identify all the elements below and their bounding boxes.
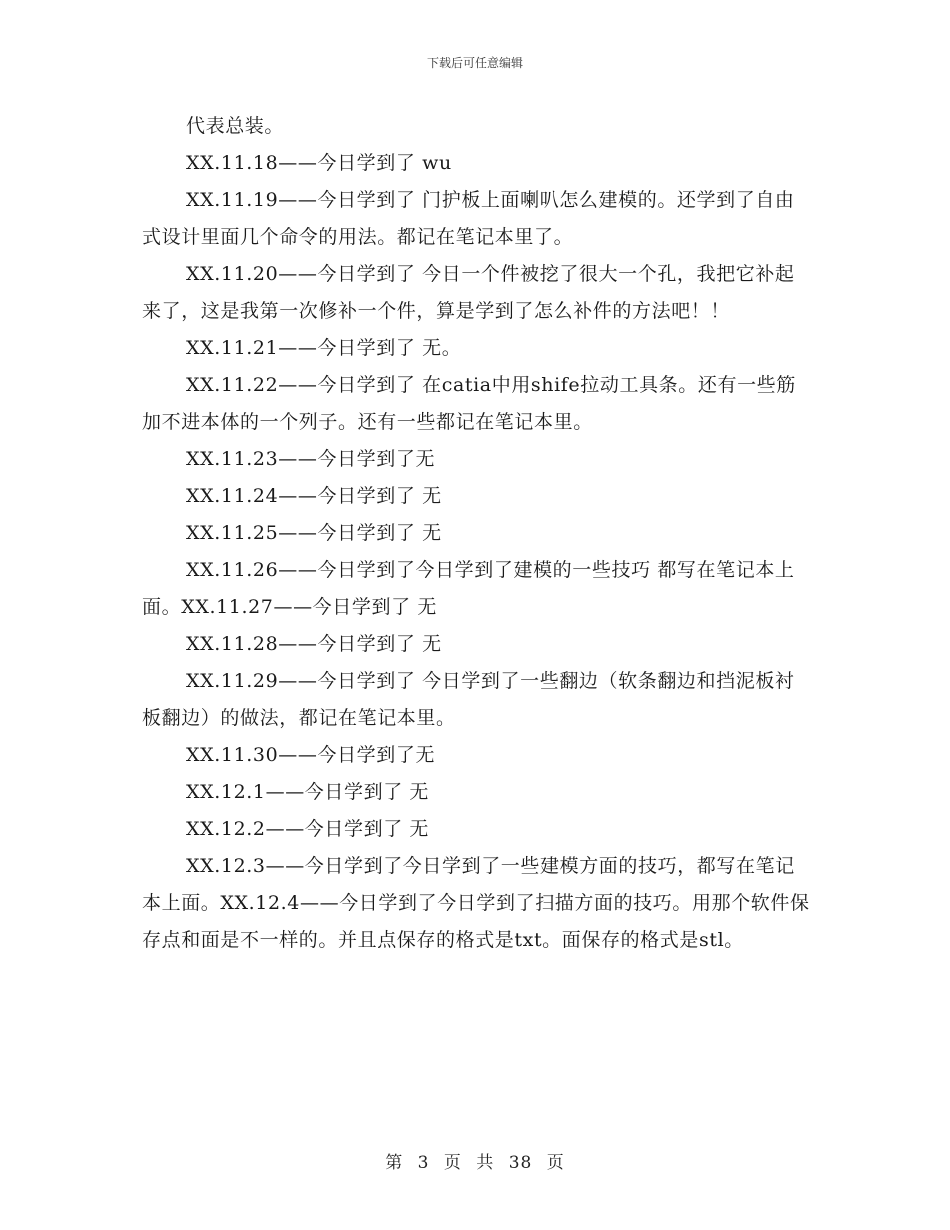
paragraph: XX.11.28——今日学到了 无 [186,633,442,655]
paragraph: XX.12.1——今日学到了 无 [186,781,430,803]
page-footer [0,1148,950,1173]
footer-suffix: 页 [546,1153,565,1173]
current-page-number: 3 [417,1153,430,1173]
paragraph: XX.11.26——今日学到了今日学到了建模的一些技巧 都写在笔记本上面。XX.11.27——今日学到了 无 [142,559,795,618]
paragraph: XX.11.19——今日学到了 门护板上面喇叭怎么建模的。还学到了自由式设计里面几个命令的用法。都记在笔记本里了。 [142,189,795,248]
total-page-count: 38 [508,1153,533,1173]
paragraph: XX.11.22——今日学到了 在catia中用shife拉动工具条。还有一些筋加不进本体的一个列子。还有一些都记在笔记本里。 [142,374,796,433]
paragraph: XX.11.25——今日学到了 无 [186,522,442,544]
paragraph: XX.11.21——今日学到了 无。 [186,337,462,359]
paragraph: XX.11.29——今日学到了 今日学到了一些翻边（软条翻边和挡泥板衬板翻边）的做法，都记在笔记本里。 [142,670,795,729]
paragraph: XX.11.18——今日学到了 wu [186,152,452,174]
header-note: 下载后可任意编辑 [426,56,523,70]
paragraph: 代表总装。 [186,115,285,137]
paragraph: XX.12.3——今日学到了今日学到了一些建模方面的技巧，都写在笔记本上面。XX.12.4——今日学到了今日学到了扫描方面的技巧。用那个软件保存点和面是不一样的。并且点保存的格式是txt。面保存的格式是stl。 [142,855,810,951]
footer-prefix: 第 [385,1153,404,1173]
paragraph: XX.11.23——今日学到了无 [186,448,436,470]
footer-total-word: 共 [476,1153,495,1173]
paragraph: XX.11.30——今日学到了无 [186,744,436,766]
paragraph: XX.11.24——今日学到了 无 [186,485,442,507]
paragraph: XX.11.20——今日学到了 今日一个件被挖了很大一个孔，我把它补起来了，这是我第一次修补一个件，算是学到了怎么补件的方法吧！！ [142,263,795,322]
document-body [142,108,810,959]
page-header [0,54,950,71]
paragraph: XX.12.2——今日学到了 无 [186,818,430,840]
footer-page-word: 页 [443,1153,462,1173]
